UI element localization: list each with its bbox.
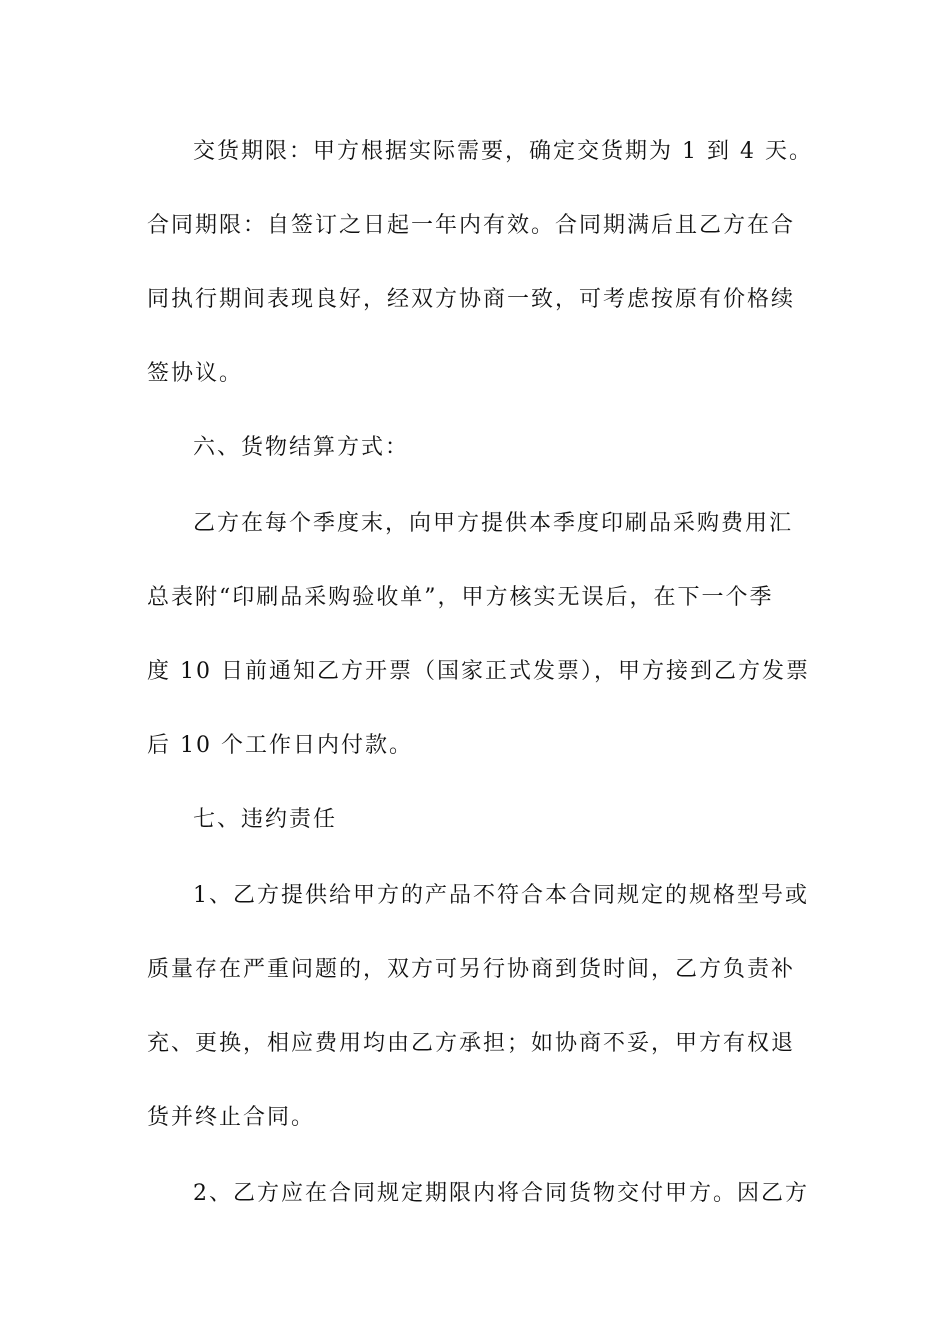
liability-item-1-line-1: 1、乙方提供给甲方的产品不符合本合同规定的规格型号或 — [193, 883, 809, 908]
contract-term-line-3: 签协议。 — [147, 361, 244, 386]
liability-item-1-line-4: 货并终止合同。 — [147, 1105, 316, 1130]
liability-item-2-line-1: 2、乙方应在合同规定期限内将合同货物交付甲方。因乙方 — [193, 1181, 809, 1206]
section-seven-heading: 七、违约责任 — [193, 807, 338, 832]
settlement-line-2: 总表附“印刷品采购验收单”，甲方核实无误后，在下一个季 — [147, 585, 774, 610]
settlement-line-4: 后 10 个工作日内付款。 — [147, 733, 413, 758]
contract-term-line-1: 合同期限：自签订之日起一年内有效。合同期满后且乙方在合 — [147, 213, 796, 238]
settlement-line-1: 乙方在每个季度末，向甲方提供本季度印刷品采购费用汇 — [193, 511, 794, 536]
liability-item-1-line-3: 充、更换，相应费用均由乙方承担；如协商不妥，甲方有权退 — [147, 1031, 796, 1056]
section-six-heading: 六、货物结算方式： — [193, 435, 410, 460]
liability-item-1-line-2: 质量存在严重问题的，双方可另行协商到货时间，乙方负责补 — [147, 957, 796, 982]
delivery-term-line: 交货期限：甲方根据实际需要，确定交货期为 1 到 4 天。 — [193, 139, 813, 164]
contract-term-line-2: 同执行期间表现良好，经双方协商一致，可考虑按原有价格续 — [147, 287, 796, 312]
settlement-line-3: 度 10 日前通知乙方开票（国家正式发票），甲方接到乙方发票 — [147, 659, 810, 684]
